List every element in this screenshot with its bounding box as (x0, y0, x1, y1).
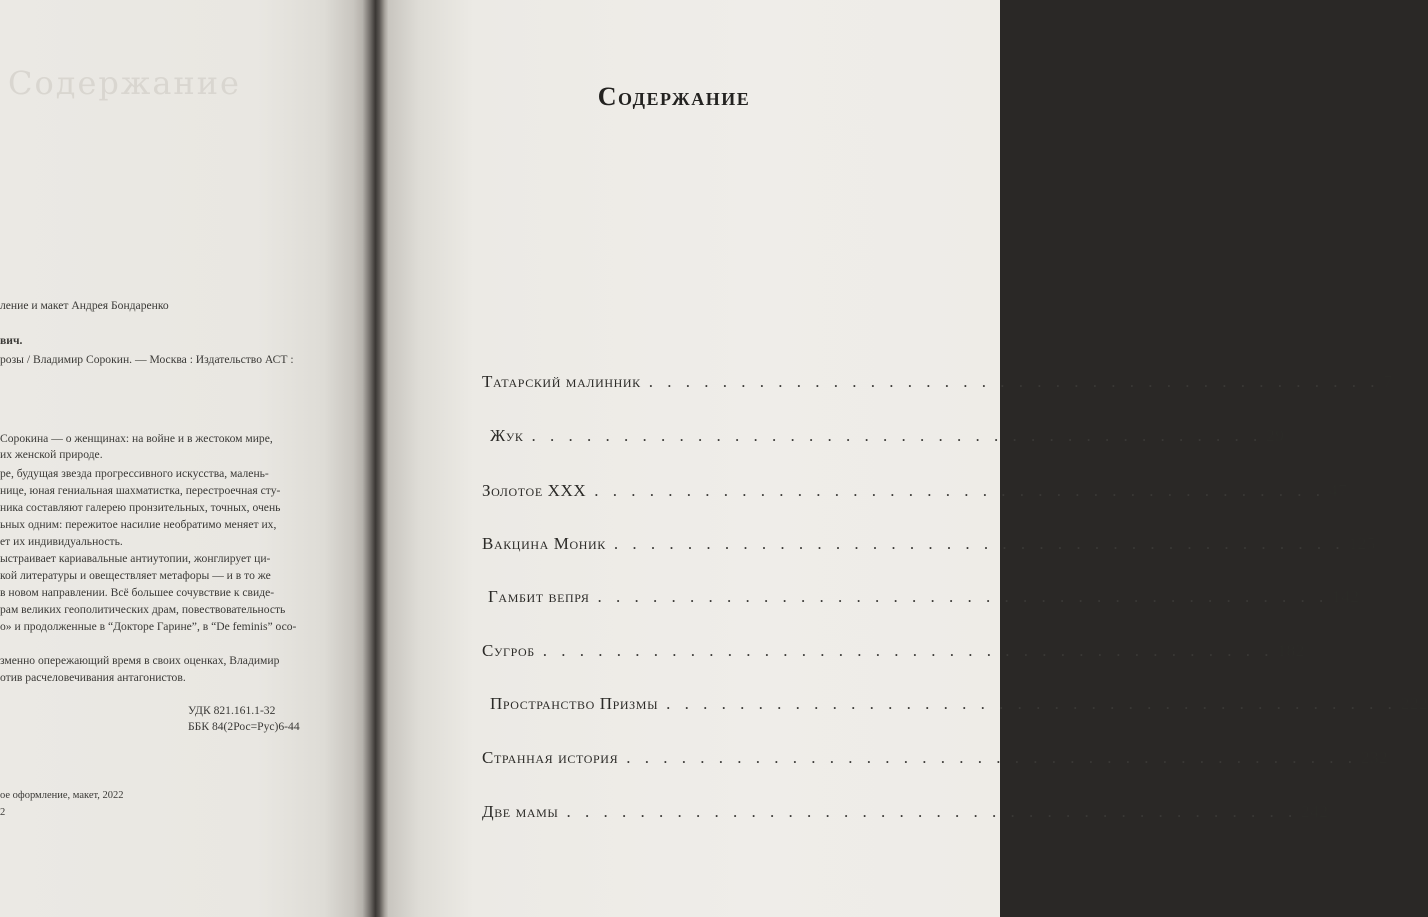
toc-entry-page: 232 (1360, 748, 1389, 767)
annotation-line: зменно опережающий время в своих оценках, Владимир (0, 654, 280, 667)
toc-entry (482, 641, 1305, 667)
book-gutter (362, 0, 390, 917)
toc-entry-title: Вакцина Моник (482, 534, 606, 553)
left-page-imprint (0, 0, 368, 917)
toc-entry (482, 587, 1360, 613)
annotation-line: рам великих геополитических драм, повествовательность (0, 603, 286, 616)
annotation-line: ника составляют галерею пронзительных, точных, очень (0, 501, 281, 514)
toc-entry-title: Пространство Призмы (490, 694, 659, 713)
imprint-line: розы / Владимир Сорокин. — Москва : Издательство АСТ : (0, 353, 294, 366)
annotation-line: ре, будущая звезда прогрессивного искусства, малень- (0, 467, 269, 480)
annotation-line: ыстраивает кариавальные антиутопии, жонглирует ци- (0, 552, 271, 565)
copyright-line: 2 (0, 807, 6, 818)
toc-entry (482, 534, 1376, 560)
annotation-line: в новом направлении. Всё большее сочувствие к свиде- (0, 586, 275, 599)
toc-dot-leader: . . . . . . . . . . . . . . . . . . . . . . . . . . . . . . . . . . . . . . . . (594, 481, 1325, 500)
toc-entry-title: Татарский малинник (482, 372, 641, 391)
annotation-line: Сорокина — о женщинах: на войне и в жестоком мире, (0, 432, 273, 445)
toc-entry (482, 694, 1428, 720)
toc-dot-leader: . . . . . . . . . . . . . . . . . . . . . . . . . . . . . . . . . . . . . . . . (531, 426, 1263, 445)
toc-entry-page: 29 (1266, 426, 1285, 445)
toc-entry (482, 748, 1389, 774)
toc-entry-title: Две мамы (482, 802, 559, 821)
toc-entry-title: Странная история (482, 748, 619, 767)
toc-entry (482, 372, 1393, 398)
toc-entry (482, 481, 1348, 507)
toc-dot-leader: . . . . . . . . . . . . . . . . . . . . . . . . . . . . . . . . . . . . . . . . (626, 748, 1357, 767)
toc-entry-title: Золотое XXX (482, 481, 587, 500)
toc-entry-title: Жук (490, 426, 524, 445)
toc-entry-page: 125 (1348, 534, 1376, 553)
toc-entry-title: Гамбит вепря (488, 587, 590, 606)
toc-entry-page: 47 (1329, 481, 1348, 500)
toc-dot-leader: . . . . . . . . . . . . . . . . . . . . . . . . . . . . . . . . . . . . . . . . (542, 641, 1274, 660)
annotation-line: ьных одним: пережитое насилие необратимо меняет их, (0, 518, 277, 531)
right-page-contents (388, 0, 1428, 917)
imprint-line: ление и макет Андрея Бондаренко (0, 299, 169, 312)
toc-dot-leader: . . . . . . . . . . . . . . . . . . . . . . . . . . . . . . . . . . . . . . . . (613, 534, 1345, 553)
annotation-line: нице, юная гениальная шахматистка, перестроечная сту- (0, 484, 281, 497)
toc-entry-page: 242 (1301, 802, 1329, 821)
annotation-line: отив расчеловечивания антагонистов. (0, 671, 186, 684)
annotation-line: кой литературы и овеществляет метафоры — и в то же (0, 569, 271, 582)
toc-dot-leader: . . . . . . . . . . . . . . . . . . . . . . . . . . . . . . . . . . . . . . . . (648, 372, 1380, 391)
annotation-line: их женской природе. (0, 448, 103, 461)
toc-entry-title: Сугроб (482, 641, 535, 660)
bbk-code: ББК 84(2Рос=Рус)6-44 (188, 720, 300, 733)
udc-code: УДК 821.161.1-32 (188, 704, 276, 717)
toc-entry-page: 182 (1277, 641, 1305, 660)
copyright-line: ое оформление, макет, 2022 (0, 790, 124, 801)
toc-entry (482, 426, 1285, 452)
toc-entry-page: 7 (1383, 372, 1393, 391)
toc-dot-leader: . . . . . . . . . . . . . . . . . . . . . . . . . . . . . . . . . . . . . . . . (666, 694, 1397, 713)
show-through-heading: Содержание (8, 64, 241, 102)
imprint-author-line: вич. (0, 334, 23, 347)
annotation-line: ет их индивидуальность. (0, 535, 123, 548)
toc-dot-leader: . . . . . . . . . . . . . . . . . . . . . . . . . . . . . . . . . . . . . . . . (566, 802, 1298, 821)
contents-title: Содержание (597, 82, 751, 111)
toc-entry-page: 142 (1332, 587, 1360, 606)
toc-dot-leader: . . . . . . . . . . . . . . . . . . . . . . . . . . . . . . . . . . . . . . . . (597, 587, 1329, 606)
toc-entry (482, 802, 1329, 828)
toc-entry-page: 222 (1400, 694, 1428, 713)
annotation-line: о» и продолженные в “Докторе Гарине”, в “De feminis” осо- (0, 620, 297, 633)
